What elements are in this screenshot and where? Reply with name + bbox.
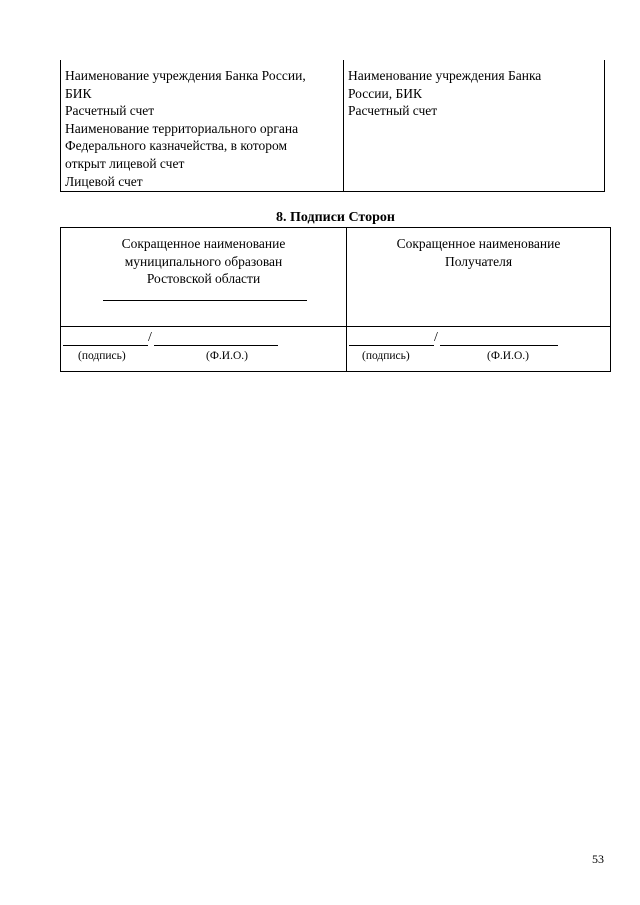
signatures-table xyxy=(60,227,611,372)
fio-caption: (Ф.И.О.) xyxy=(206,350,248,362)
fio-blank-line xyxy=(154,345,278,346)
left-signature-cell xyxy=(61,326,347,372)
party-names-row xyxy=(61,228,610,327)
bank-detail-line: России, БИК xyxy=(348,85,422,101)
bank-detail-line: Наименование учреждения Банка России, xyxy=(65,68,306,83)
bank-detail-line: Наименование территориального органа xyxy=(65,120,299,136)
left-party-cell xyxy=(61,228,347,326)
bank-details-table xyxy=(60,60,605,192)
bank-detail-line: Федерального казначейства, в котором xyxy=(65,138,288,154)
bank-detail-line: открыт лицевой счет xyxy=(65,155,185,171)
signature-slash: / xyxy=(148,330,152,345)
signature-row xyxy=(61,326,610,372)
page-number: 53 xyxy=(592,852,604,866)
bank-detail-line: Наименование учреждения Банка xyxy=(348,68,542,83)
bank-details-right-cell xyxy=(344,60,604,191)
party-name-blank-line xyxy=(103,300,307,301)
signature-slash: / xyxy=(434,330,438,345)
right-party-name: Сокращенное наименование Получателя xyxy=(396,236,561,269)
right-signature-cell xyxy=(347,326,610,372)
signature-caption: (подпись) xyxy=(78,350,126,362)
left-party-name: Сокращенное наименование муниципального образован Ростовской области xyxy=(121,236,286,287)
bank-details-left-cell xyxy=(61,60,344,191)
bank-detail-line: Лицевой счет xyxy=(65,173,143,189)
right-party-cell xyxy=(347,228,610,326)
bank-detail-line: Расчетный счет xyxy=(348,103,438,119)
section-title: 8. Подписи Сторон xyxy=(276,210,395,225)
fio-blank-line xyxy=(440,345,558,346)
signature-blank-line xyxy=(349,345,434,346)
signature-caption: (подпись) xyxy=(362,350,410,362)
bank-detail-line: Расчетный счет xyxy=(65,103,155,119)
signature-blank-line xyxy=(63,345,148,346)
bank-detail-line: БИК xyxy=(65,85,92,101)
fio-caption: (Ф.И.О.) xyxy=(487,350,529,362)
